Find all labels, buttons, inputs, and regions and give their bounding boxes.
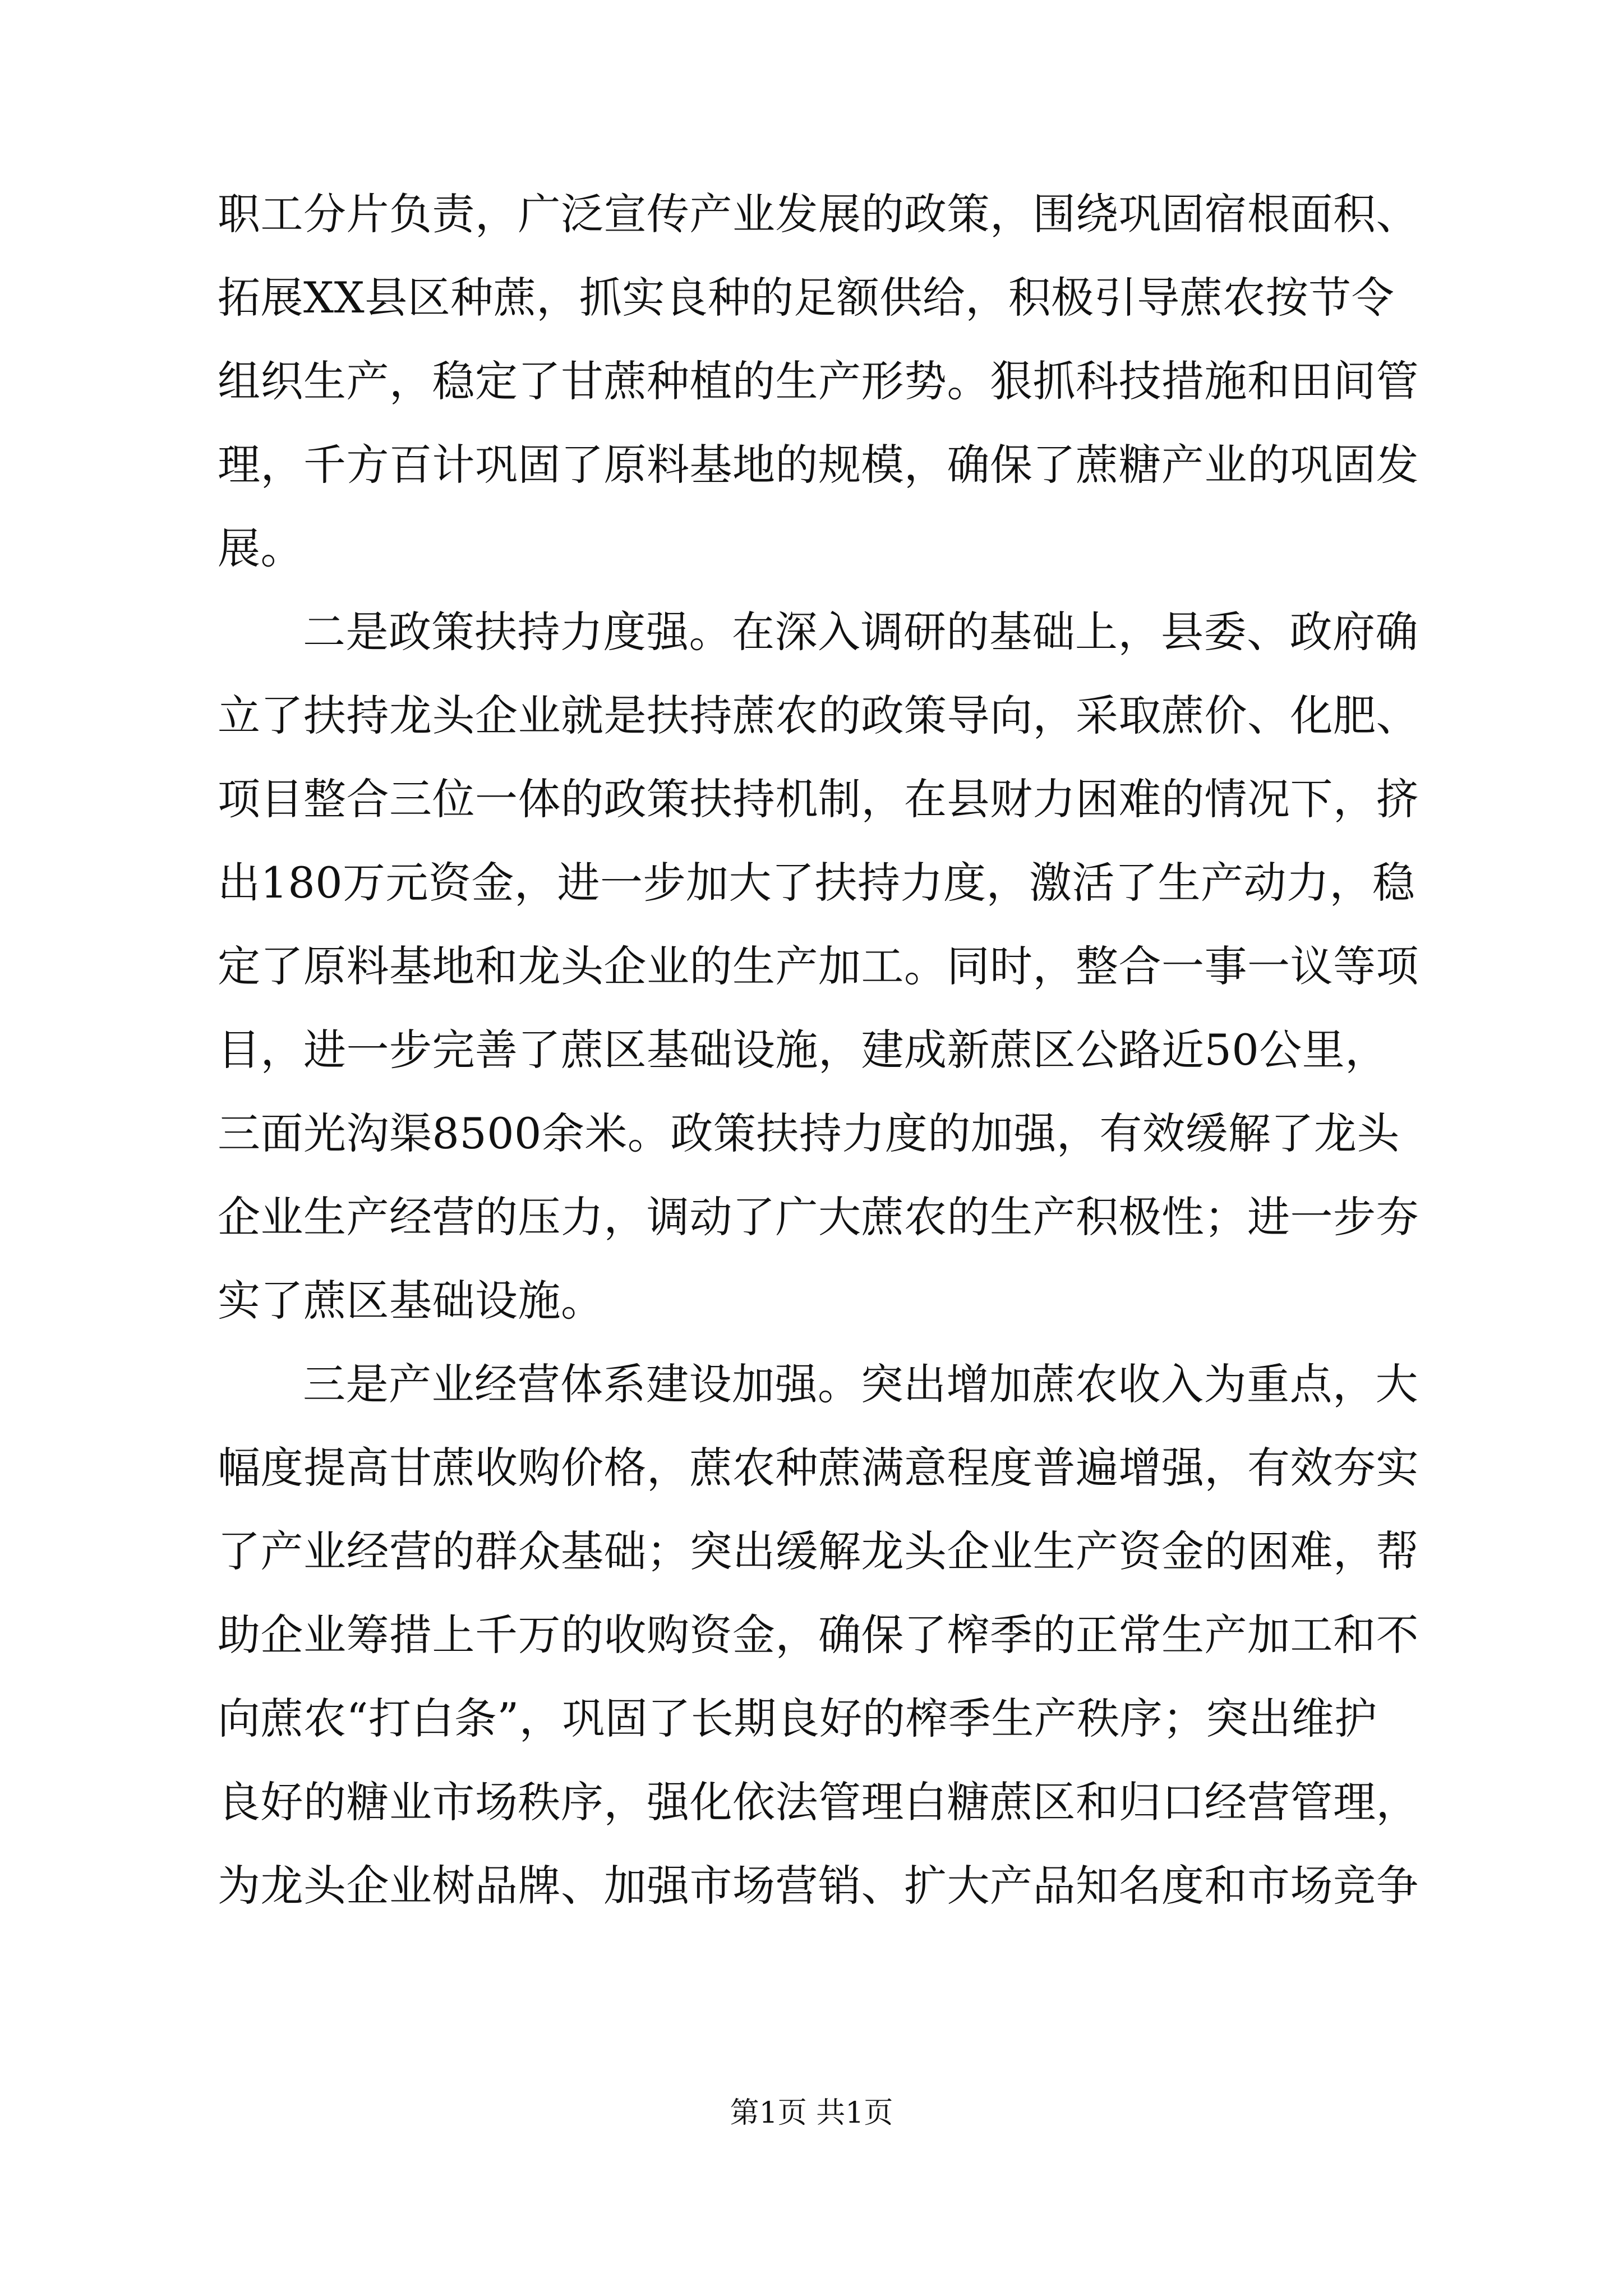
text-line: 职工分片负责，广泛宣传产业发展的政策，围绕巩固宿根面积、 [218,189,1419,239]
text-line: 实了蔗区基础设施。 [218,1276,604,1326]
text-line: 立了扶持龙头企业就是扶持蔗农的政策导向，采取蔗价、化肥、 [218,691,1419,740]
text-line: 项目整合三位一体的政策扶持机制，在县财力困难的情况下，挤 [218,774,1419,824]
text-line: 三面光沟渠8500余米。政策扶持力度的加强，有效缓解了龙头 [218,1108,1400,1158]
text-line: 定了原料基地和龙头企业的生产加工。同时，整合一事一议等项 [218,941,1419,991]
text-line: 了产业经营的群众基础；突出缓解龙头企业生产资金的困难，帮 [218,1526,1419,1576]
paragraph-start-line: 二是政策扶持力度强。在深入调研的基础上，县委、政府确 [303,607,1418,657]
text-line: 拓展XX县区种蔗，抓实良种的足额供给，积极引导蔗农按节令 [218,273,1395,323]
text-line: 助企业筹措上千万的收购资金，确保了榨季的正常生产加工和不 [218,1610,1419,1660]
text-line: 理，千方百计巩固了原料基地的规模，确保了蔗糖产业的巩固发 [218,440,1419,490]
text-line: 目，进一步完善了蔗区基础设施，建成新蔗区公路近50公里， [218,1025,1388,1075]
text-line: 良好的糖业市场秩序，强化依法管理白糖蔗区和归口经营管理， [218,1777,1419,1827]
text-line: 展。 [218,523,303,573]
text-line: 为龙头企业树品牌、加强市场营销、扩大产品知名度和市场竞争 [218,1861,1419,1911]
page-number-footer: 第1页 共1页 [730,2096,893,2130]
text-line: 出180万元资金，进一步加大了扶持力度，激活了生产动力，稳 [218,858,1415,908]
text-line: 企业生产经营的压力，调动了广大蔗农的生产积极性；进一步夯 [218,1192,1419,1242]
text-line: 向蔗农“打白条”，巩固了长期良好的榨季生产秩序；突出维护 [218,1694,1377,1743]
text-line: 幅度提高甘蔗收购价格，蔗农种蔗满意程度普遍增强，有效夯实 [218,1443,1419,1493]
paragraph-start-line: 三是产业经营体系建设加强。突出增加蔗农收入为重点，大 [303,1359,1418,1409]
text-line: 组织生产，稳定了甘蔗种植的生产形势。狠抓科技措施和田间管 [218,356,1419,406]
